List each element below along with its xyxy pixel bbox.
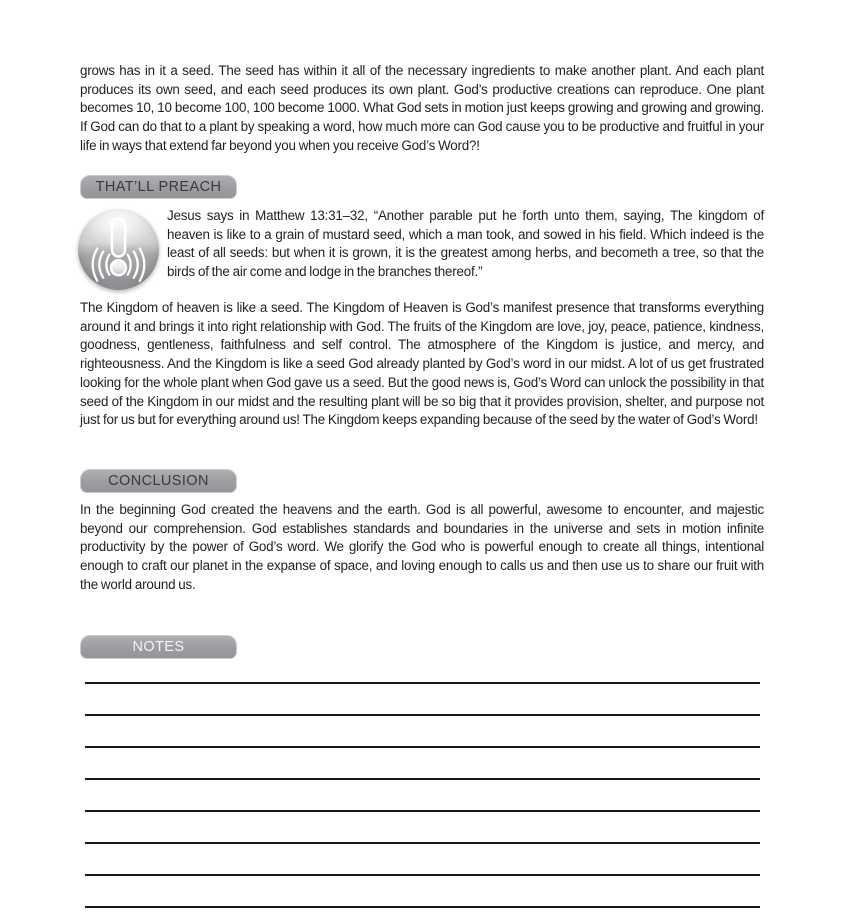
notes-lines <box>85 682 760 921</box>
preach-callout <box>78 206 764 290</box>
note-line <box>85 842 760 844</box>
section-tab-conclusion <box>80 469 237 493</box>
intro-paragraph: grows has in it a seed. The seed has within it all of the necessary ingredients to make another plant. And each plant produces its own seed, and each seed produces its own plant. God’s productive creations can reproduce. One plant becomes 10, 10 become 100, 100 become 1000. What God sets in motion just keeps growing and growing and growing. If God can do that to a plant by speaking a word, how much more can God cause you to be productive and fruitful in your life in ways that extend far beyond you when you receive God’s Word?! <box>80 63 764 153</box>
exclamation-broadcast-icon <box>78 209 159 290</box>
note-line <box>85 874 760 876</box>
note-line <box>85 746 760 748</box>
note-line <box>85 778 760 780</box>
note-line <box>85 906 760 908</box>
scripture-quote: Jesus says in Matthew 13:31–32, “Another parable put he forth unto them, saying, The kingdom of heaven is like to a grain of mustard seed, which a man took, and sowed in his field. Which indeed is the least of all seeds: but when it is grown, it is the greatest among herbs, and becometh a tree, so that the birds of the air come and lodge in the branches thereof.” <box>167 208 764 280</box>
section-tab-label: THAT’LL PREACH <box>95 179 222 195</box>
section-tab-notes <box>80 635 237 659</box>
note-line <box>85 682 760 684</box>
section-tab-thatll-preach <box>80 175 237 199</box>
kingdom-paragraph: The Kingdom of heaven is like a seed. The Kingdom of Heaven is God’s manifest presence that transforms everything around it and brings it into right relationship with God. The fruits of the Kingdom are love, joy, peace, patience, kindness, goodness, gentleness, faithfulness and self control. The atmosphere of the Kingdom is justice, and mercy, and righteousness. And the Kingdom is like a seed God already planted by God’s word in our midst. A lot of us get frustrated looking for the whole plant when God gave us a seed. But the good news is, God’s Word can unlock the possibility in that seed of the Kingdom in our midst and the resulting plant will be so big that it provides provision, shelter, and purpose not just for us but for everything around us! The Kingdom keeps expanding because of the seed by the water of God’s Word! <box>80 300 764 428</box>
section-tab-label: CONCLUSION <box>108 473 209 489</box>
section-tab-label: NOTES <box>132 639 185 655</box>
note-line <box>85 810 760 812</box>
note-line <box>85 714 760 716</box>
conclusion-paragraph: In the beginning God created the heavens and the earth. God is all powerful, awesome to encounter, and majestic beyond our comprehension. God establishes standards and boundaries in the universe and sets in motion infinite productivity by the power of God’s word. We glorify the God who is powerful enough to create all things, intentional enough to craft our planet in the expanse of space, and loving enough to calls us and then use us to share our fruit with the world around us. <box>80 502 764 592</box>
